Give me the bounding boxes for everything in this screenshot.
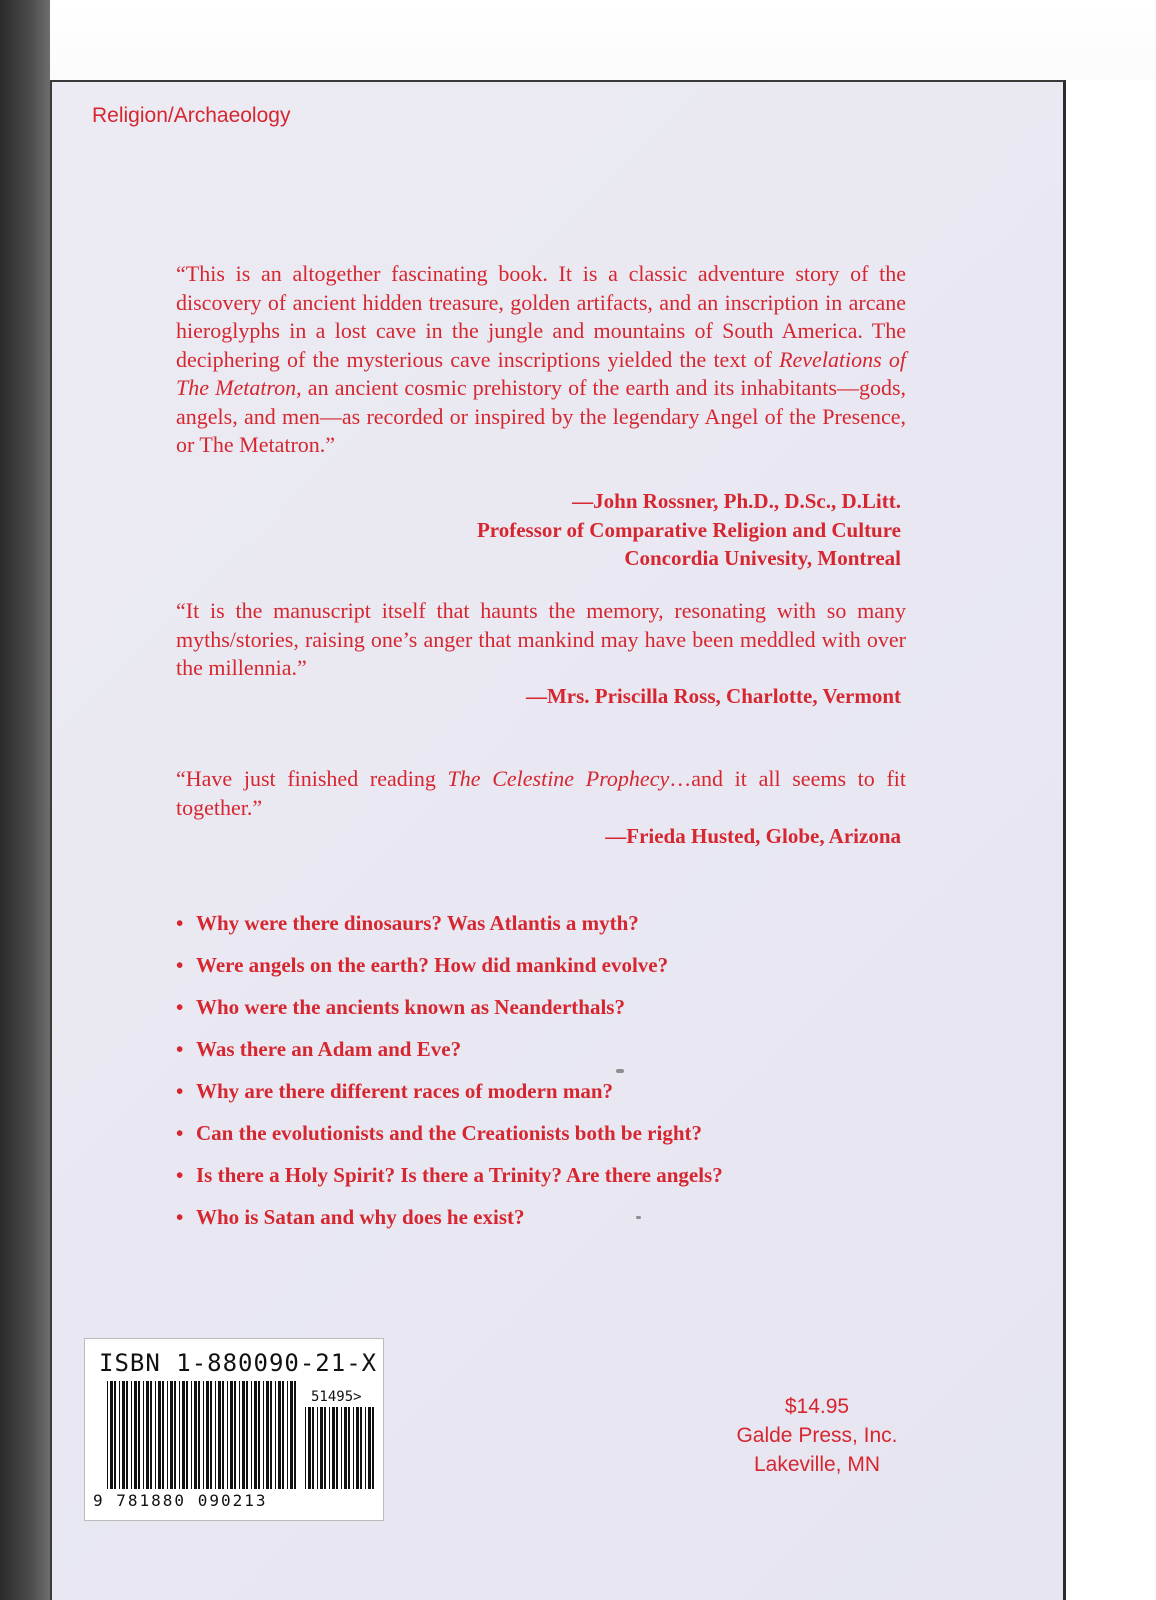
attribution-name: —Frieda Husted, Globe, Arizona	[605, 824, 901, 848]
barcode-bar	[290, 1381, 293, 1489]
bullet-icon: •	[176, 1205, 184, 1229]
barcode-bar	[143, 1381, 144, 1489]
quote-1-part-3: an ancient cosmic prehistory of the earth and its inhabitants—gods, angels, and men—as recorded or inspired by the legendary Angel of the Presence, or The Metatron.”	[176, 375, 907, 457]
barcode-bar	[254, 1381, 257, 1489]
ean-barcode-bars	[107, 1381, 297, 1489]
book-back-cover	[50, 80, 1066, 1600]
barcode-bar	[107, 1381, 108, 1489]
quote-2-text	[176, 597, 906, 683]
quote-2-attribution	[526, 682, 901, 711]
barcode-bar	[336, 1407, 338, 1489]
quote-1-text	[176, 260, 906, 460]
quote-3-attribution	[605, 822, 901, 851]
barcode-bar	[263, 1381, 264, 1489]
barcode-bar	[215, 1381, 216, 1489]
barcode-bar	[131, 1381, 132, 1489]
barcode-bar	[150, 1381, 152, 1489]
attribution-name: —Mrs. Priscilla Ross, Charlotte, Vermont	[525, 684, 901, 708]
scuff-mark	[636, 1216, 641, 1219]
barcode-bar	[191, 1381, 192, 1489]
barcode-bar	[186, 1381, 188, 1489]
quote-3-part-1: “Have just finished reading	[176, 766, 448, 791]
publisher-location: Lakeville, MN	[753, 1453, 881, 1476]
category-label: Religion/Archaeology	[92, 104, 291, 127]
list-item: • Why were there dinosaurs? Was Atlantis a myth?	[176, 902, 916, 944]
bullet-icon: •	[176, 953, 184, 977]
barcode-bar	[138, 1381, 140, 1489]
quote-3-part-3: …and it all seems to fit together.”	[176, 766, 907, 820]
list-item: • Was there an Adam and Eve?	[176, 1028, 916, 1070]
barcode-bar	[287, 1381, 288, 1489]
scan-background-top	[0, 0, 1156, 80]
barcode-bar	[227, 1381, 228, 1489]
barcode-bar	[179, 1381, 180, 1489]
barcode-bar	[305, 1407, 306, 1489]
barcode-bar	[230, 1381, 233, 1489]
quote-3-text	[176, 765, 906, 822]
barcode-bar	[239, 1381, 240, 1489]
scuff-mark	[616, 1069, 624, 1073]
barcode-bar	[317, 1407, 318, 1489]
addon-barcode-bars	[305, 1407, 375, 1489]
publisher-name: Galde Press, Inc.	[736, 1424, 898, 1447]
barcode-bar	[242, 1381, 245, 1489]
barcode-bar	[218, 1381, 221, 1489]
quote-2-part-1: “It is the manuscript itself that haunts the memory, resonating with so many myths/stories, raising one’s anger that mankind may have been meddled with over the millennia.”	[176, 598, 906, 680]
barcode-bar	[222, 1381, 224, 1489]
barcode-bar	[324, 1407, 326, 1489]
barcode-bar	[246, 1381, 248, 1489]
barcode-bar	[155, 1381, 156, 1489]
barcode-bar	[134, 1381, 137, 1489]
barcode-bar	[210, 1381, 212, 1489]
bullet-icon: •	[176, 911, 184, 935]
bullet-icon: •	[176, 1037, 184, 1061]
bullet-icon: •	[176, 995, 184, 1019]
ean-number: 9 781880 090213	[93, 1491, 268, 1510]
barcode-bar	[110, 1381, 113, 1489]
barcode-bar	[206, 1381, 209, 1489]
barcode-bar	[368, 1407, 371, 1489]
question-list	[176, 902, 916, 1238]
price: $14.95	[784, 1395, 850, 1418]
barcode-bar	[275, 1381, 276, 1489]
barcode-bar	[282, 1381, 284, 1489]
list-item: • Why are there different races of modern man?	[176, 1070, 916, 1112]
quote-1-part-1: “This is an altogether fascinating book. It is a classic adventure story of the discovery of ancient hidden treasure, golden artifacts, and an inscription in arcane hieroglyphs in a lost cave in the jungle and mountains of South America. The deciphering of the mysterious cave inscriptions yielded the text of	[176, 261, 906, 372]
barcode-bar	[320, 1407, 323, 1489]
barcode-bar	[353, 1407, 354, 1489]
barcode-bar	[198, 1381, 200, 1489]
list-item: • Were angels on the earth? How did mankind evolve?	[176, 944, 916, 986]
barcode-bar	[278, 1381, 281, 1489]
barcode-bar	[258, 1381, 260, 1489]
quote-3-book-title: The Celestine Prophecy	[447, 766, 670, 791]
barcode-bar	[174, 1381, 176, 1489]
barcode-bar	[126, 1381, 128, 1489]
list-item: • Who is Satan and why does he exist?	[176, 1196, 916, 1238]
quote-1-attribution	[477, 487, 901, 573]
bullet-icon: •	[176, 1163, 184, 1187]
barcode-bar	[372, 1407, 374, 1489]
attribution-institution: Concordia Univesity, Montreal	[624, 546, 901, 570]
barcode-bar	[122, 1381, 125, 1489]
attribution-name: —John Rossner, Ph.D., D.Sc., D.Litt.	[572, 489, 901, 513]
barcode-bar	[332, 1407, 335, 1489]
barcode-bar	[344, 1407, 347, 1489]
list-item: • Is there a Holy Spirit? Is there a Trinity? Are there angels?	[176, 1154, 916, 1196]
barcode-bar	[167, 1381, 168, 1489]
barcode-bar	[266, 1381, 269, 1489]
barcode-bar	[308, 1407, 311, 1489]
barcode-bar	[360, 1407, 362, 1489]
barcode-bar	[182, 1381, 185, 1489]
attribution-title: Professor of Comparative Religion and Culture	[476, 517, 901, 542]
bullet-icon: •	[176, 1121, 184, 1145]
barcode-bar	[194, 1381, 197, 1489]
list-item: • Can the evolutionists and the Creationists both be right?	[176, 1112, 916, 1154]
barcode-bar	[203, 1381, 204, 1489]
barcode-bar	[356, 1407, 359, 1489]
list-item: • Who were the ancients known as Neanderthals?	[176, 986, 916, 1028]
barcode-bar	[114, 1381, 116, 1489]
quote-1-book-title: Revelations of The Metatron,	[176, 346, 906, 400]
barcode-bar	[119, 1381, 120, 1489]
barcode-bar	[348, 1407, 350, 1489]
barcode-bar	[162, 1381, 164, 1489]
barcode-bar	[294, 1381, 296, 1489]
barcode-price-code: 51495>	[311, 1389, 362, 1405]
barcode-bar	[365, 1407, 366, 1489]
barcode-bar	[341, 1407, 342, 1489]
scan-background-left	[0, 0, 50, 1600]
barcode-bar	[251, 1381, 252, 1489]
barcode-bar	[170, 1381, 173, 1489]
isbn-barcode	[84, 1338, 384, 1521]
barcode-bar	[329, 1407, 330, 1489]
barcode-bar	[312, 1407, 314, 1489]
barcode-bar	[270, 1381, 272, 1489]
barcode-bar	[158, 1381, 161, 1489]
barcode-bar	[146, 1381, 149, 1489]
isbn-number: ISBN 1-880090-21-X	[99, 1349, 378, 1377]
barcode-bar	[234, 1381, 236, 1489]
bullet-icon: •	[176, 1079, 184, 1103]
publisher-block	[692, 1392, 942, 1479]
